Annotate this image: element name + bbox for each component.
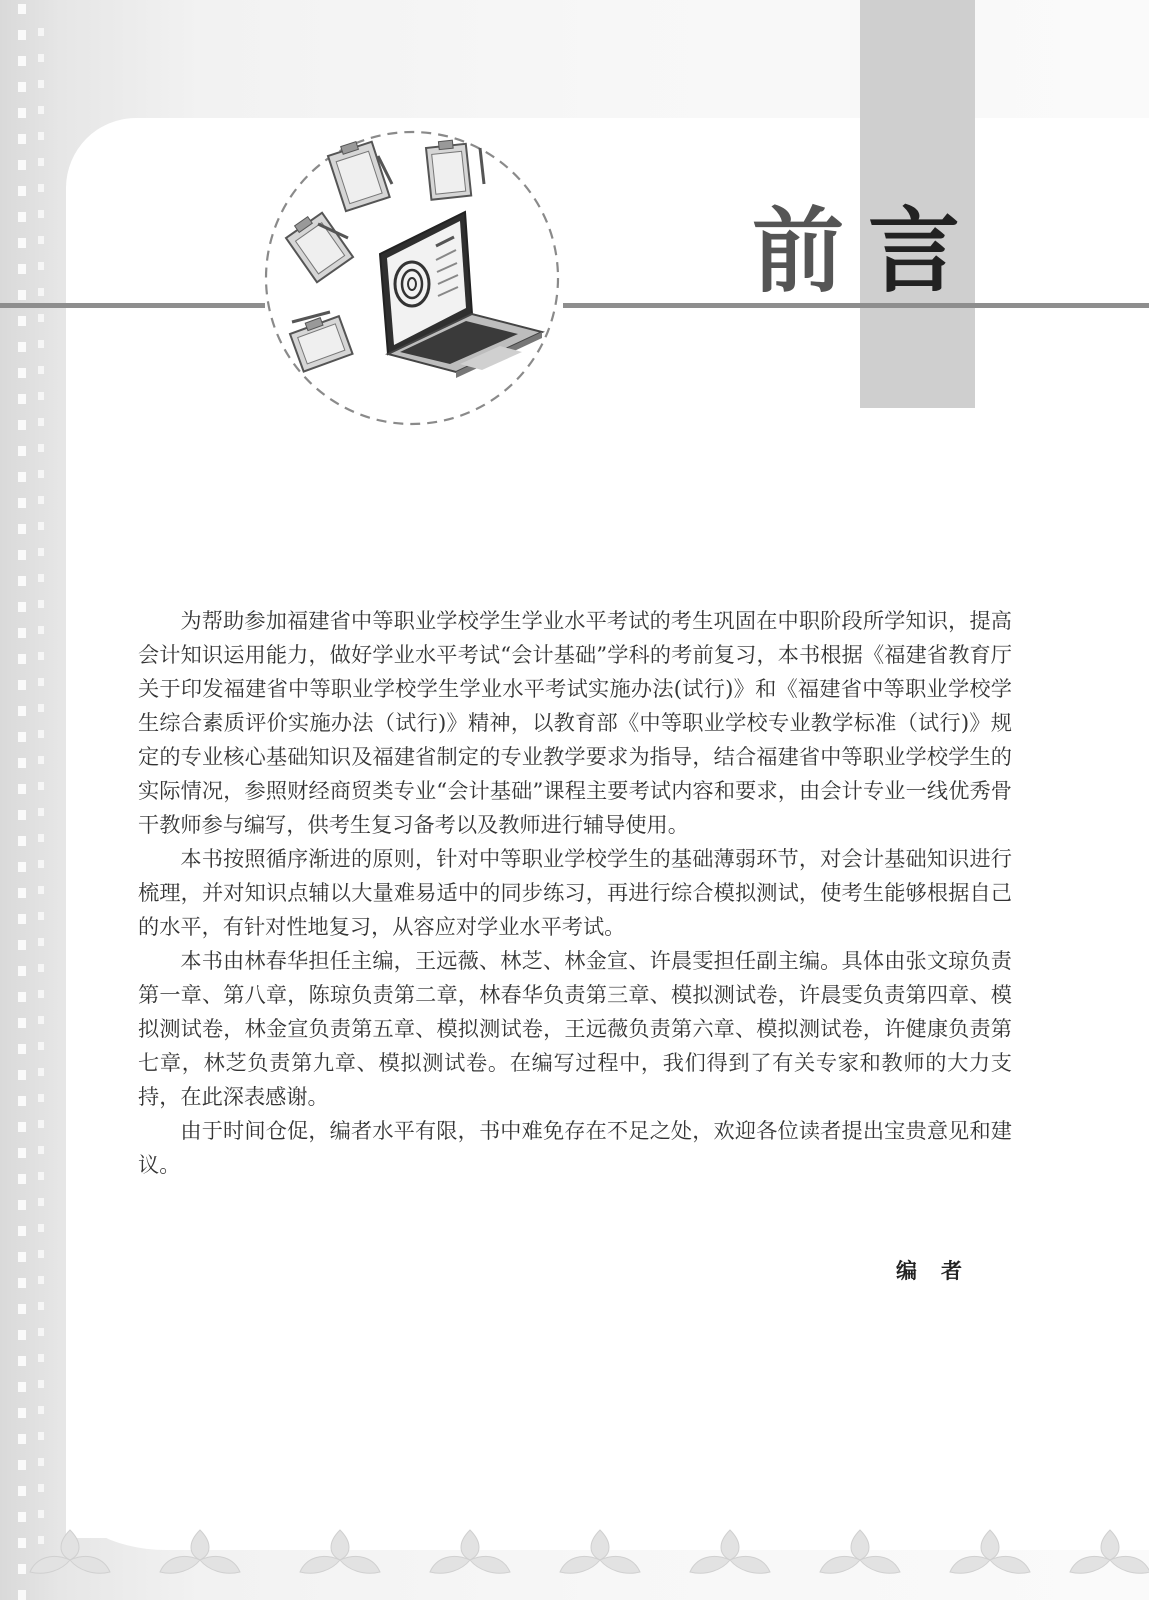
title-char-2: 言 [868,197,985,305]
signature: 编者 [896,1258,986,1283]
film-strip-decoration [16,0,28,1600]
flower-icon [1070,1530,1149,1573]
header-rule-left [0,303,265,308]
laptop-illustration [260,126,565,431]
footer-decoration [0,1520,1149,1600]
film-strip-decoration-inner [36,20,46,1580]
paragraph-3: 本书由林春华担任主编，王远薇、林芝、林金宣、许晨雯担任副主编。具体由张文琼负责第一章、第八章，陈琼负责第二章，林春华负责第三章、模拟测试卷，许晨雯负责第四章、模拟测试卷，林金宣负责第五章、模拟测试卷，王远薇负责第六章、模拟测试卷，许健康负责第七章，林芝负责第九章、模拟测试卷。在编写过程中，我们得到了有关专家和教师的大力支持，在此深表感谢。 [138,948,1012,1109]
flower-icon [560,1530,640,1573]
page-title [752,196,984,306]
flower-icon [160,1530,240,1573]
flower-icon [690,1530,770,1573]
clipboard-icon [425,139,471,200]
preface-body [138,604,1012,1182]
flower-icon [950,1530,1030,1573]
flower-icon [820,1530,900,1573]
paragraph-4: 由于时间仓促，编者水平有限，书中难免存在不足之处，欢迎各位读者提出宝贵意见和建议。 [138,1118,1012,1177]
flower-icon [30,1530,110,1573]
flower-icon [300,1530,380,1573]
paragraph-2: 本书按照循序渐进的原则，针对中等职业学校学生的基础薄弱环节，对会计基础知识进行梳理，并对知识点辅以大量难易适中的同步练习，再进行综合模拟测试，使考生能够根据自己的水平，有针对性地复习，从容应对学业水平考试。 [138,846,1012,939]
flower-icon [430,1530,510,1573]
title-char-1: 前 [752,197,869,305]
paragraph-1: 为帮助参加福建省中等职业学校学生学业水平考试的考生巩固在中职阶段所学知识，提高会计知识运用能力，做好学业水平考试“会计基础”学科的考前复习，本书根据《福建省教育厅关于印发福建省中等职业学校学生学业水平考试实施办法(试行)》和《福建省中等职业学校学生综合素质评价实施办法（试行)》精神，以教育部《中等职业学校专业教学标准（试行)》规定的专业核心基础知识及福建省制定的专业教学要求为指导，结合福建省中等职业学校学生的实际情况，参照财经商贸类专业“会计基础”课程主要考试内容和要求，由会计专业一线优秀骨干教师参与编写，供考生复习备考以及教师进行辅导使用。 [138,608,1012,837]
